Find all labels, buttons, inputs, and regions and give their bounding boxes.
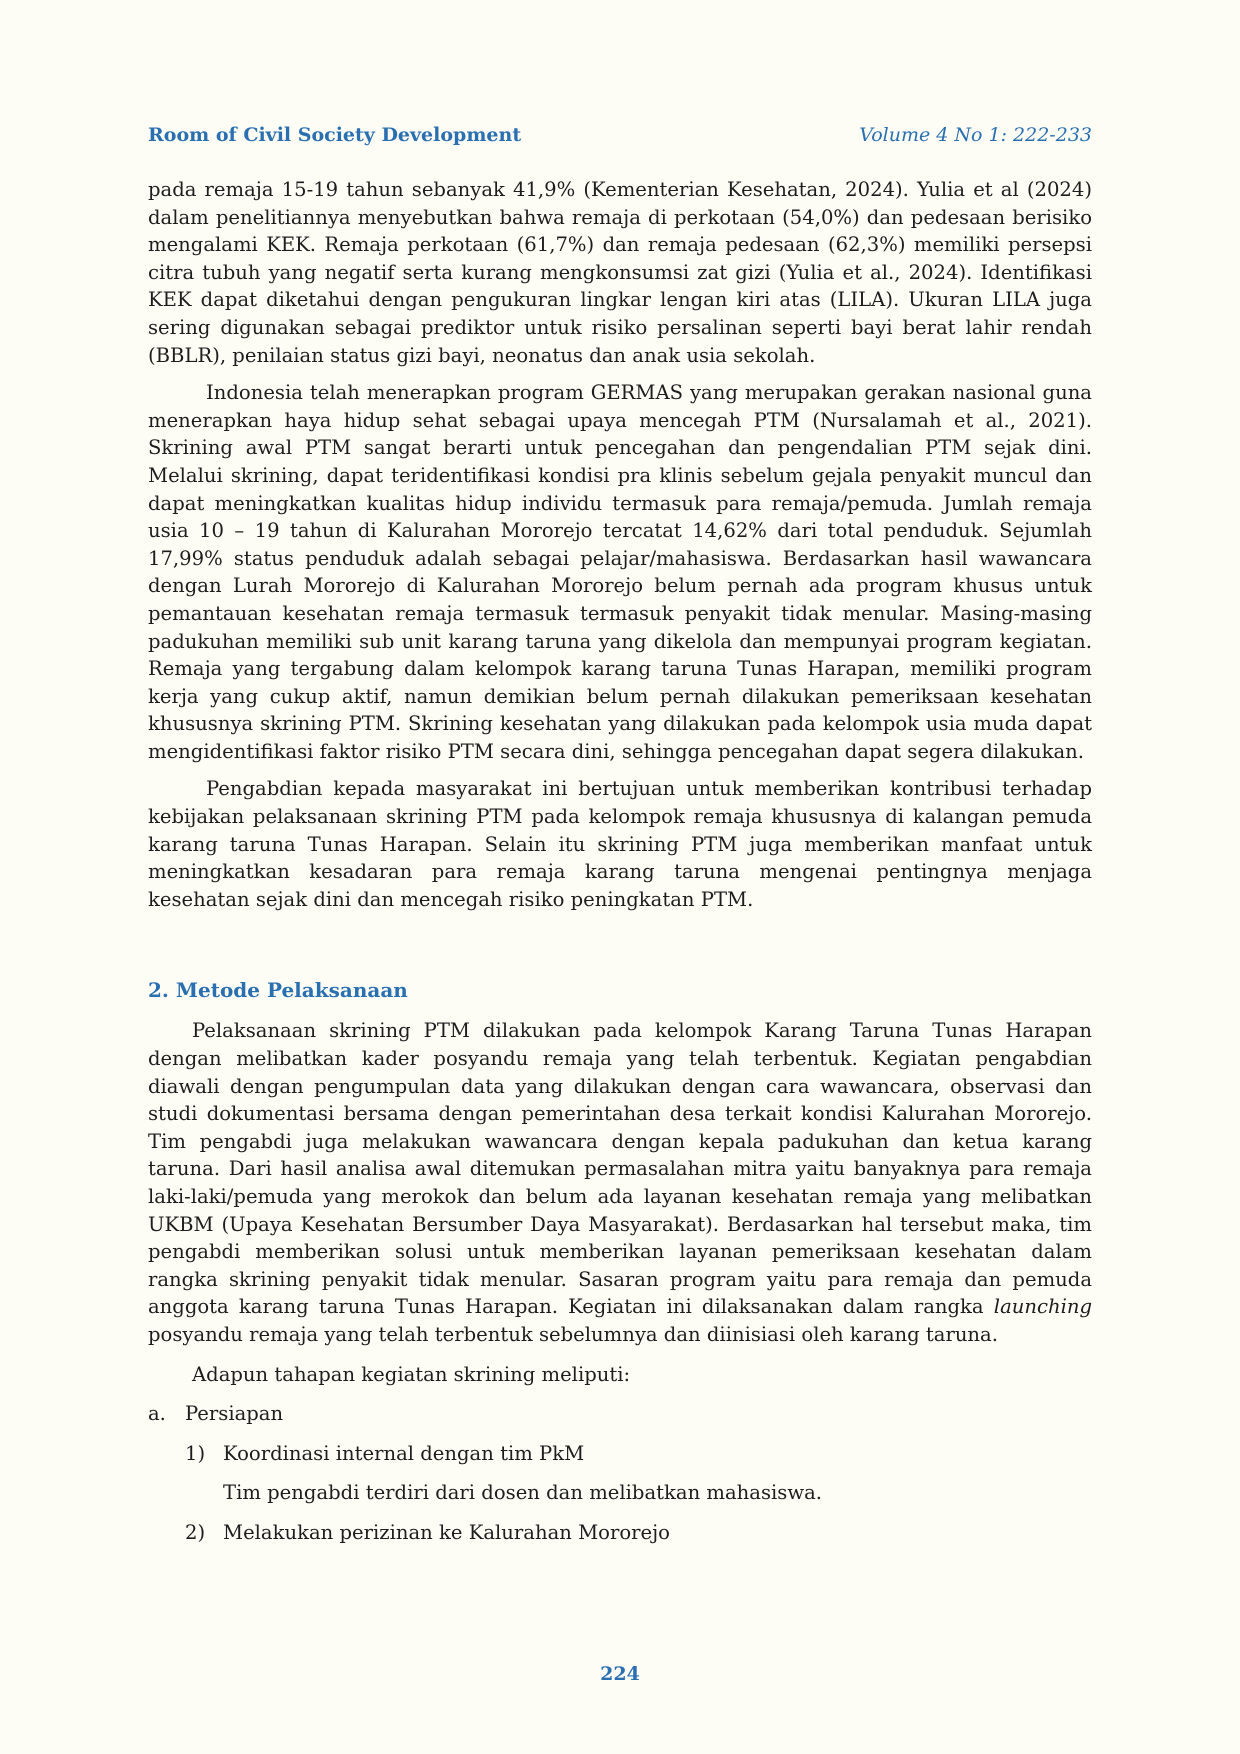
paragraph-4-end: posyandu remaja yang telah terbentuk sebelumnya dan diinisiasi oleh karang taruna.: [148, 1322, 998, 1346]
running-header: [148, 124, 1092, 146]
paragraph-4-main: Pelaksanaan skrining PTM dilakukan pada kelompok Karang Taruna Tunas Harapan dengan melibatkan kader posyandu remaja yang telah terbentuk. Kegiatan pengabdian diawali dengan pengumpulan data yang dilakukan dengan cara wawancara, observasi dan studi dokumentasi bersama dengan pemerintahan desa terkait kondisi Kalurahan Mororejo. Tim pengabdi juga melakukan wawancara dengan kepala padukuhan dan ketua karang taruna. Dari hasil analisa awal ditemukan permasalahan mitra yaitu banyaknya para remaja laki-laki/pemuda yang merokok dan belum ada layanan kesehatan remaja yang melibatkan UKBM (Upaya Kesehatan Bersumber Daya Masyarakat). Berdasarkan hal tersebut maka, tim pengabdi memberikan solusi untuk memberikan layanan pemeriksaan kesehatan dalam rangka skrining penyakit tidak menular. Sasaran program yaitu para remaja dan pemuda anggota karang taruna Tunas Harapan. Kegiatan ini dilaksanakan dalam rangka: [148, 1019, 1092, 1319]
body-text: [148, 176, 1092, 1547]
sub-label: 2): [185, 1520, 206, 1544]
sub-label: 1): [185, 1441, 206, 1465]
sub-item-1-desc: Tim pengabdi terdiri dari dosen dan melibatkan mahasiswa.: [223, 1481, 823, 1505]
list-text: Persiapan: [185, 1402, 284, 1426]
paragraph-4-italic: launching: [993, 1295, 1093, 1319]
paragraph-2: Indonesia telah menerapkan program GERMAS yang merupakan gerakan nasional guna menerapkan haya hidup sehat sebagai upaya mencegah PTM (Nursalamah et al., 2021). Skrining awal PTM sangat berarti untuk pencegahan dan pengendalian PTM sejak dini. Melalui skrining, dapat teridentifikasi kondisi pra klinis sebelum gejala penyakit muncul dan dapat meningkatkan kualitas hidup individu termasuk para remaja/pemuda. Jumlah remaja usia 10 – 19 tahun di Kalurahan Mororejo tercatat 14,62% dari total penduduk. Sejumlah 17,99% status penduduk adalah sebagai pelajar/mahasiswa. Berdasarkan hasil wawancara dengan Lurah Mororejo di Kalurahan Mororejo belum pernah ada program khusus untuk pemantauan kesehatan remaja termasuk termasuk penyakit tidak menular. Masing-masing padukuhan memiliki sub unit karang taruna yang dikelola dan mempunyai program kegiatan. Remaja yang tergabung dalam kelompok karang taruna Tunas Harapan, memiliki program kerja yang cukup aktif, namun demikian belum pernah dilakukan pemeriksaan kesehatan khususnya skrining PTM. Skrining kesehatan yang dilakukan pada kelompok usia muda dapat mengidentifikasi faktor risiko PTM secara dini, sehingga pencegahan dapat segera dilakukan.: [148, 381, 1092, 763]
journal-name: Room of Civil Society Development: [148, 124, 522, 146]
paragraph-4: [148, 1017, 1092, 1348]
stages-intro: Adapun tahapan kegiatan skrining meliputi:: [192, 1362, 631, 1386]
sub-text: Melakukan perizinan ke Kalurahan Mororejo: [223, 1520, 670, 1544]
page-number: 224: [600, 1663, 640, 1685]
paragraph-3: Pengabdian kepada masyarakat ini bertujuan untuk memberikan kontribusi terhadap kebijakan pelaksanaan skrining PTM pada kelompok remaja khususnya di kalangan pemuda karang taruna Tunas Harapan. Selain itu skrining PTM juga memberikan manfaat untuk meningkatkan kesadaran para remaja karang taruna mengenai pentingnya menjaga kesehatan sejak dini dan mencegah risiko peningkatan PTM.: [148, 777, 1092, 911]
sub-text: Koordinasi internal dengan tim PkM: [223, 1441, 585, 1465]
section-heading: 2. Metode Pelaksanaan: [148, 978, 408, 1003]
paragraph-1: pada remaja 15-19 tahun sebanyak 41,9% (Kementerian Kesehatan, 2024). Yulia et al (2024) dalam penelitiannya menyebutkan bahwa remaja di perkotaan (54,0%) dan pedesaan berisiko mengalami KEK. Remaja perkotaan (61,7%) dan remaja pedesaan (62,3%) memiliki persepsi citra tubuh yang negatif serta kurang mengkonsumsi zat gizi (Yulia et al., 2024). Identifikasi KEK dapat diketahui dengan pengukuran lingkar lengan kiri atas (LILA). Ukuran LILA juga sering digunakan sebagai prediktor untuk risiko persalinan seperti bayi berat lahir rendah (BBLR), penilaian status gizi bayi, neonatus dan anak usia sekolah.: [148, 178, 1092, 367]
volume-info: Volume 4 No 1: 222-233: [859, 124, 1092, 146]
sub-item-2: [148, 1519, 1092, 1547]
sub-item-1: [148, 1440, 1092, 1468]
list-label: a.: [148, 1402, 166, 1426]
list-item-a: [148, 1400, 1092, 1428]
